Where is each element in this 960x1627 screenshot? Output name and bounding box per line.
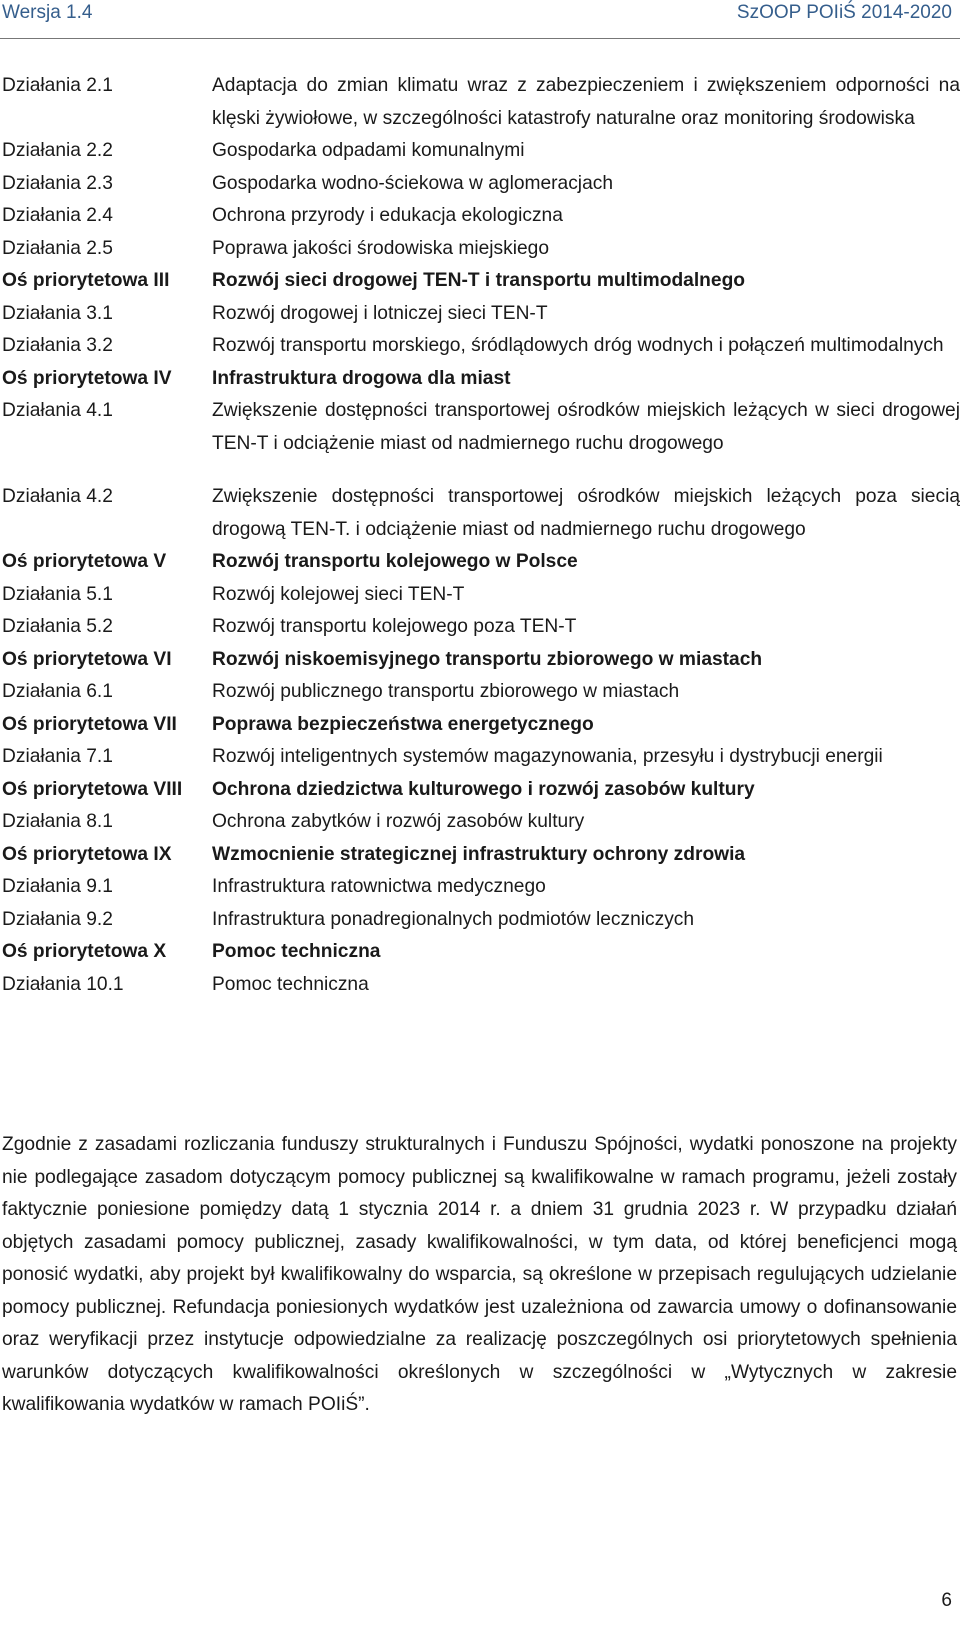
axis-label: Oś priorytetowa VIII xyxy=(2,778,183,800)
axis-label: Oś priorytetowa X xyxy=(2,941,167,962)
axis-title: Pomoc techniczna xyxy=(212,941,381,962)
list-item xyxy=(0,70,960,135)
list-item xyxy=(0,806,960,839)
action-title: Pomoc techniczna xyxy=(212,973,369,995)
action-label: Działania 9.2 xyxy=(2,908,113,930)
axis-label: Oś priorytetowa III xyxy=(2,270,170,291)
action-label: Działania 6.1 xyxy=(2,681,113,702)
action-title: Gospodarka odpadami komunalnymi xyxy=(212,140,525,161)
priority-axis-row xyxy=(0,936,960,969)
axis-title: Rozwój sieci drogowej TEN-T i transportu multimodalnego xyxy=(212,270,746,291)
action-title: Adaptacja do zmian klimatu wraz z zabezpieczeniem i zwiększeniem odporności na klęski żywiołowe, w szczególności katastrofy naturalne oraz monitoring środowiska xyxy=(212,75,960,129)
list-item xyxy=(0,904,960,937)
action-title: Rozwój publicznego transportu zbiorowego w miastach xyxy=(212,681,680,702)
axis-label: Oś priorytetowa IX xyxy=(2,843,172,865)
axis-title: Rozwój niskoemisyjnego transportu zbiorowego w miastach xyxy=(212,648,763,670)
action-title: Ochrona zabytków i rozwój zasobów kultury xyxy=(212,811,585,832)
action-label: Działania 2.3 xyxy=(2,172,113,194)
list-item xyxy=(0,200,960,233)
action-label: Działania 3.2 xyxy=(2,335,113,356)
axis-title: Poprawa bezpieczeństwa energetycznego xyxy=(212,713,594,735)
action-title: Rozwój transportu kolejowego poza TEN-T xyxy=(212,616,577,637)
body-paragraph: Zgodnie z zasadami rozliczania funduszy strukturalnych i Funduszu Spójności, wydatki ponoszone na projekty nie podlegające zasadom dotyczącym pomocy publicznej są kwalifikowalne w ramach programu, jeżeli zostały faktycznie poniesione pomiędzy datą 1 stycznia 2014 r. a dniem 31 grudnia 2023 r. W przypadku działań objętych zasadami pomocy publicznej, zasady kwalifikowalności, w tym data, od której beneficjenci mogą ponosić wydatki, aby projekt był kwalifikowalny do wsparcia, są określone w przepisach regulujących udzielanie pomocy publicznej. Refundacja poniesionych wydatków jest uzależniona od zawarcia umowy o dofinansowanie oraz weryfikacji przez instytucje odpowiedzialne za realizację poszczególnych osi priorytetowych spełnienia warunków dotyczących kwalifikowalności określonych w szczególności w „Wytycznych w zakresie kwalifikowania wydatków w ramach POIiŚ”. xyxy=(2,1134,957,1415)
list-item xyxy=(0,676,960,709)
priority-axis-row xyxy=(0,709,960,742)
action-title: Rozwój drogowej i lotniczej sieci TEN-T xyxy=(212,302,548,324)
version-label: Wersja 1.4 xyxy=(2,2,93,23)
page-header xyxy=(0,0,960,39)
action-label: Działania 9.1 xyxy=(2,876,113,897)
action-label: Działania 8.1 xyxy=(2,811,113,832)
list-item xyxy=(0,395,960,460)
priority-axis-row xyxy=(0,644,960,677)
action-label: Działania 3.1 xyxy=(2,302,113,324)
axis-label: Oś priorytetowa V xyxy=(2,551,167,572)
action-title: Zwiększenie dostępności transportowej ośrodków miejskich leżących poza siecią drogową TEN-T. i odciążenie miast od nadmiernego ruchu drogowego xyxy=(212,486,960,540)
action-label: Działania 5.2 xyxy=(2,616,113,637)
list-item xyxy=(0,579,960,612)
priority-axis-row xyxy=(0,774,960,807)
action-title: Rozwój kolejowej sieci TEN-T xyxy=(212,583,465,605)
axis-label: Oś priorytetowa VII xyxy=(2,713,177,735)
axis-title: Rozwój transportu kolejowego w Polsce xyxy=(212,551,578,572)
axis-title: Ochrona dziedzictwa kulturowego i rozwój zasobów kultury xyxy=(212,778,755,800)
action-label: Działania 5.1 xyxy=(2,583,113,605)
list-item xyxy=(0,168,960,201)
action-label: Działania 2.4 xyxy=(2,205,113,226)
action-label: Działania 2.1 xyxy=(2,75,113,96)
list-item xyxy=(0,135,960,168)
priority-axis-row xyxy=(0,546,960,579)
action-label: Działania 4.1 xyxy=(2,400,113,421)
list-item xyxy=(0,741,960,774)
action-title: Rozwój inteligentnych systemów magazynowania, przesyłu i dystrybucji energii xyxy=(212,746,883,767)
axis-title: Infrastruktura drogowa dla miast xyxy=(212,367,511,389)
action-title: Gospodarka wodno-ściekowa w aglomeracjach xyxy=(212,172,614,194)
priority-axis-row xyxy=(0,265,960,298)
axis-label: Oś priorytetowa IV xyxy=(2,367,172,389)
priority-axis-row xyxy=(0,363,960,396)
priority-axes-list xyxy=(0,70,960,1001)
action-label: Działania 4.2 xyxy=(2,486,113,507)
axis-title: Wzmocnienie strategicznej infrastruktury ochrony zdrowia xyxy=(212,843,746,865)
list-item xyxy=(0,481,960,546)
action-title: Infrastruktura ratownictwa medycznego xyxy=(212,876,546,897)
action-label: Działania 10.1 xyxy=(2,973,124,995)
program-label: SzOOP POIiŚ 2014-2020 xyxy=(736,2,952,23)
action-title: Poprawa jakości środowiska miejskiego xyxy=(212,237,549,259)
action-title: Infrastruktura ponadregionalnych podmiotów leczniczych xyxy=(212,908,695,930)
list-item xyxy=(0,969,960,1002)
list-item xyxy=(0,871,960,904)
spacer xyxy=(0,460,960,481)
action-label: Działania 2.5 xyxy=(2,237,113,259)
list-item xyxy=(0,611,960,644)
priority-axis-row xyxy=(0,839,960,872)
action-label: Działania 2.2 xyxy=(2,140,113,161)
list-item xyxy=(0,330,960,363)
axis-label: Oś priorytetowa VI xyxy=(2,648,172,670)
action-title: Zwiększenie dostępności transportowej ośrodków miejskich leżących w sieci drogowej TEN-T i odciążenie miast od nadmiernego ruchu drogowego xyxy=(212,400,960,454)
action-title: Rozwój transportu morskiego, śródlądowych dróg wodnych i połączeń multimodalnych xyxy=(212,335,944,356)
action-label: Działania 7.1 xyxy=(2,746,113,767)
page-number: 6 xyxy=(941,1590,952,1611)
list-item xyxy=(0,298,960,331)
action-title: Ochrona przyrody i edukacja ekologiczna xyxy=(212,205,563,226)
list-item xyxy=(0,233,960,266)
